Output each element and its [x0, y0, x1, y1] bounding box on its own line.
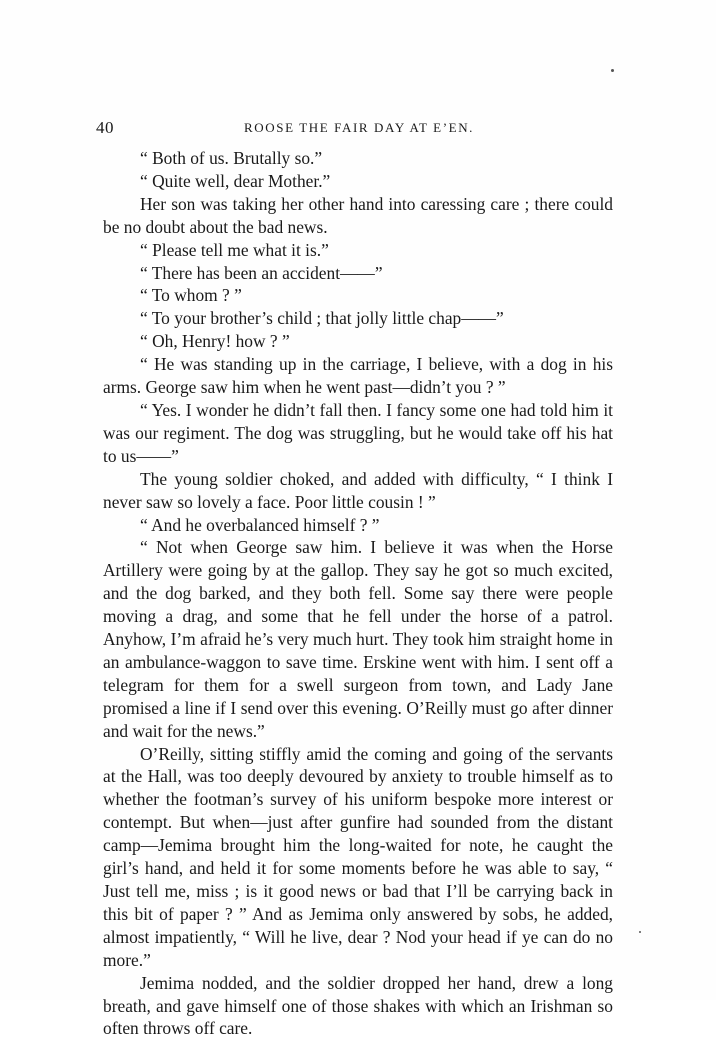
paragraph: “ Both of us. Brutally so.”: [140, 148, 323, 168]
paragraph: “ Please tell me what it is.”: [140, 239, 329, 260]
page-number: 40: [96, 118, 114, 137]
running-head: ROOSE THE FAIR DAY AT E’EN.: [244, 120, 475, 135]
print-speck: [639, 931, 641, 933]
paragraph: Jemima nodded, and the soldier dropped her hand, drew a long breath, and gave himself one of those shakes with which an Irishman so often throws off care.: [103, 972, 613, 1039]
paragraph: “ Not when George saw him. I believe it was when the Horse Artillery were going by at the gallop. They say he got so much excited, and the dog barked, and they both fell. Some say there were people moving a drag, and some that he fell under the horse of a patrol. Anyhow, I’m afraid he’s very much hurt. They took him straight home in an ambulance-waggon to save time. Erskine went with him. I sent off a telegram for them for a swell surgeon from town, and Lady Jane promised a line if I send over this evening. O’Reilly must go after dinner and wait for the news.”: [103, 537, 613, 741]
paragraph: “ There has been an accident——”: [140, 262, 383, 283]
paragraph: “ To whom ? ”: [140, 285, 242, 306]
page-header: [96, 118, 626, 138]
body-text: [103, 147, 613, 1040]
print-speck: [611, 69, 614, 72]
paragraph: “ Yes. I wonder he didn’t fall then. I fancy some one had told him it was our regiment. The dog was struggling, but he would take off his hat to us——”: [103, 399, 613, 466]
paragraph: “ Quite well, dear Mother.”: [140, 170, 331, 191]
paragraph: The young soldier choked, and added with difficulty, “ I think I never saw so lovely a face. Poor little cousin ! ”: [103, 468, 613, 512]
paragraph: O’Reilly, sitting stiffly amid the coming and going of the servants at the Hall, was too deeply devoured by anxiety to trouble himself as to whether the footman’s survey of his uniform bespoke more interest or contempt. But when—just after gunfire had sounded from the distant camp—Jemima brought him the long-waited for note, he caught the girl’s hand, and held it for some moments before he was able to say, “ Just tell me, miss ; is it good news or bad that I’ll be carrying back in this bit of paper ? ” And as Jemima only answered by sobs, he added, almost impatiently, “ Will he live, dear ? Nod your head if ye can do no more.”: [103, 743, 613, 970]
paragraph: “ Oh, Henry! how ? ”: [140, 331, 290, 352]
paragraph: “ To your brother’s child ; that jolly little chap——”: [140, 308, 504, 329]
paragraph: Her son was taking her other hand into caressing care ; there could be no doubt about the bad news.: [103, 193, 613, 237]
paragraph: “ And he overbalanced himself ? ”: [140, 514, 380, 535]
paragraph: “ He was standing up in the carriage, I believe, with a dog in his arms. George saw him when he went past—didn’t you ? ”: [103, 354, 613, 398]
